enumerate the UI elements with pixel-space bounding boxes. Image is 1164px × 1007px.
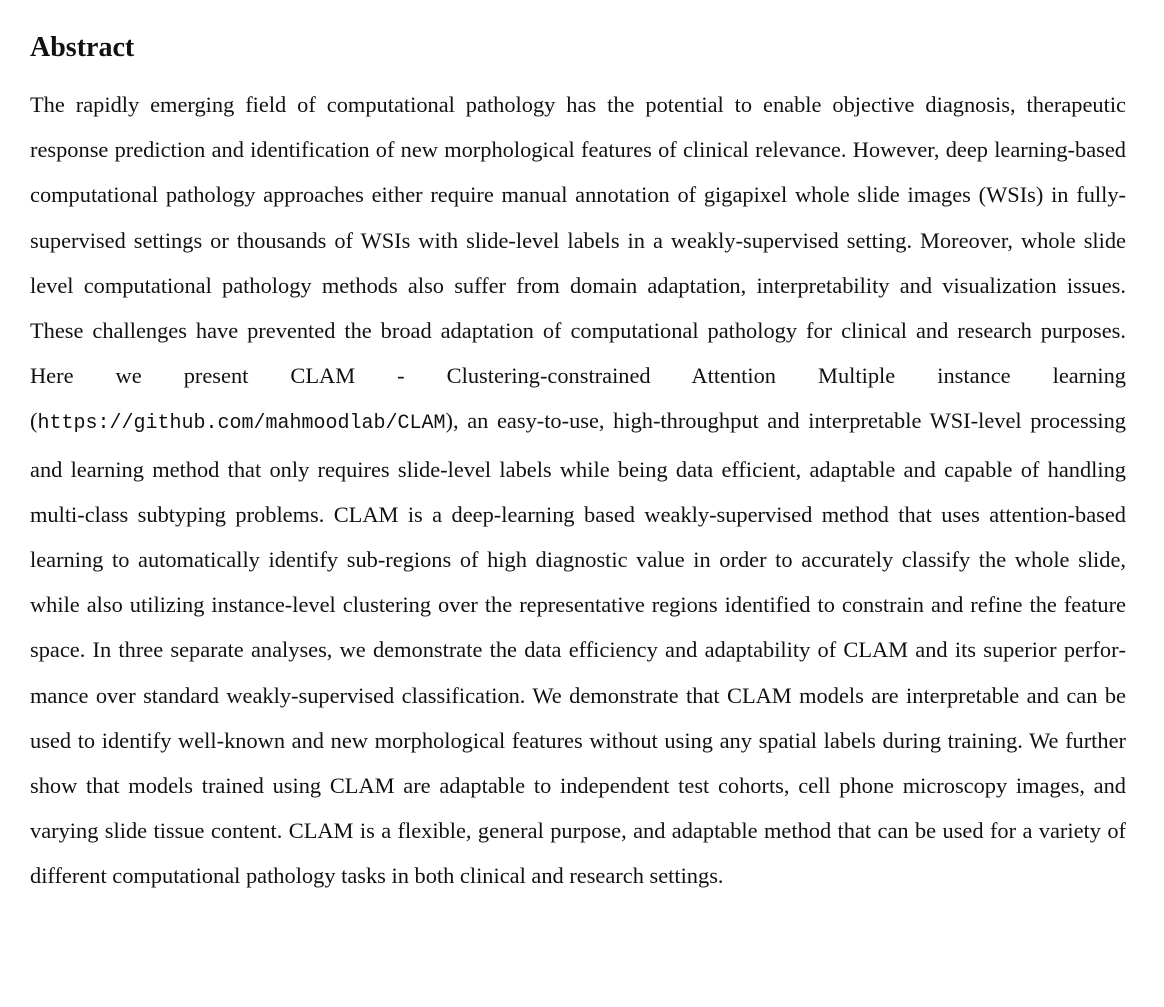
abstract-text-part2: ), an easy-to-use, high-throughput and interpretable WSI-level processing and learning method that only requires slide-level labels while being data efficient, adaptable and capable of handling multi-class subtyping problems. CLAM is a deep-learning based weakly-supervised method that uses attention-based learning to automatically identify sub-regions of high diagnostic value in order to accurately classify the whole slide, while also utilizing instance-level clustering over the representative regions identified to constrain and refine the feature space. In three separate analyses, we demonstrate the data efficiency and adaptability of CLAM and its superior performance over standard weakly-supervised classification. We demonstrate that CLAM models are interpretable and can be used to identify well-known and new morphological features without using any spatial labels during training. We further show that models trained using CLAM are adaptable to independent test cohorts, cell phone microscopy images, and varying slide tissue content. CLAM is a flexible, general purpose, and adaptable method that can be used for a variety of different computational pathology tasks in both clinical and research settings. (30, 408, 1126, 889)
abstract-section (30, 28, 1126, 899)
abstract-text-part1: The rapidly emerging field of computational pathology has the potential to enable objective diagnosis, therapeutic response prediction and identification of new morphological features of clinical relevance. However, deep learning-based computational pathology approaches either require manual annotation of gigapixel whole slide images (WSIs) in fully-supervised settings or thousands of WSIs with slide-level labels in a weakly-supervised setting. Moreover, whole slide level computational pathology methods also suffer from domain adaptation, interpretability and visualization issues. These challenges have prevented the broad adaptation of computational pathology for clinical and research purposes. Here we present CLAM - Clustering-constrained Attention Multiple instance learning ( (30, 92, 1126, 434)
abstract-body (30, 82, 1126, 899)
github-link[interactable]: https://github.com/mahmoodlab/CLAM (37, 412, 446, 436)
abstract-heading: Abstract (30, 32, 135, 63)
